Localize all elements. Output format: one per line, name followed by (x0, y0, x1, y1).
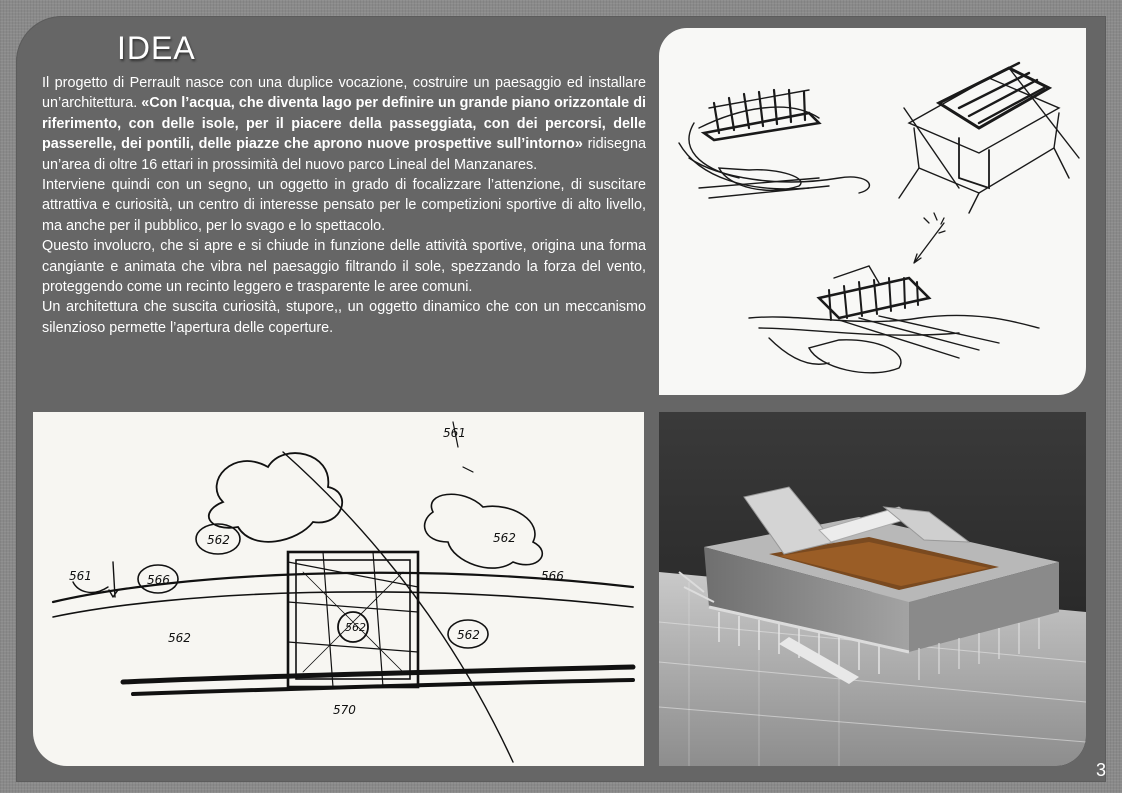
paragraph-1-intro: Il progetto di Perrault nasce con una duplice vocazione, costruire un paesaggio ed installare un’architettura. (42, 75, 646, 112)
paragraph-4: Un architettura che suscita curiosità, stupore,, un oggetto dinamico che con un meccanismo silenzioso permette l’apertura delle coperture. (42, 299, 646, 336)
plan-label-i: 561 (443, 426, 466, 440)
plan-label-f: 566 (541, 569, 564, 583)
paragraph-1-end: ridisegna un’area di oltre 16 ettari in prossimità del nuovo parco Lineal del Manzanares. (42, 136, 646, 173)
architectural-model-photo (659, 412, 1086, 766)
plan-label-k: 566 (211, 530, 213, 531)
plan-label-d: 562 (168, 631, 191, 645)
plan-label-h: 570 (333, 703, 356, 717)
paragraph-3: Questo involucro, che si apre e si chiude in funzione delle attività sportive, origina una forma cangiante e animata che vibra nel paesaggio filtrando il sole, spezzando la forza del vento, proteggendo come un recinto leggero e trasparente le aree comuni. (42, 238, 646, 296)
paragraph-1-quote: «Con l’acqua, che diventa lago per definire un grande piano orizzontale di riferimento, con delle isole, per il piacere della passeggiata, con dei percorsi, delle passerelle, dei pontili, delle piazze che aprono nuove prospettive sull’intorno» (42, 95, 646, 153)
paragraph-2: Interviene quindi con un segno, un oggetto in grado di focalizzare l’attenzione, di suscitare attrattiva e curiosità, un centro di interesse pensato per le competizioni sportive di alto livello, ma anche per il pubblico, per lo svago e lo spettacolo. (42, 177, 646, 234)
paragraph-1 (42, 73, 646, 175)
plan-label-e: 562 (457, 628, 480, 642)
body-text (42, 73, 646, 338)
plan-label-a: 562 (207, 533, 230, 547)
plan-label-g: 561 (69, 569, 92, 583)
plan-label-b: 562 (493, 531, 516, 545)
slide-title: IDEA (117, 30, 196, 66)
plan-label-j: 562 (345, 621, 366, 634)
page-number: 3 (1095, 760, 1106, 780)
plan-sketch-image (33, 412, 644, 766)
plan-label-c: 566 (147, 573, 170, 587)
perspective-sketches-image (659, 28, 1086, 395)
